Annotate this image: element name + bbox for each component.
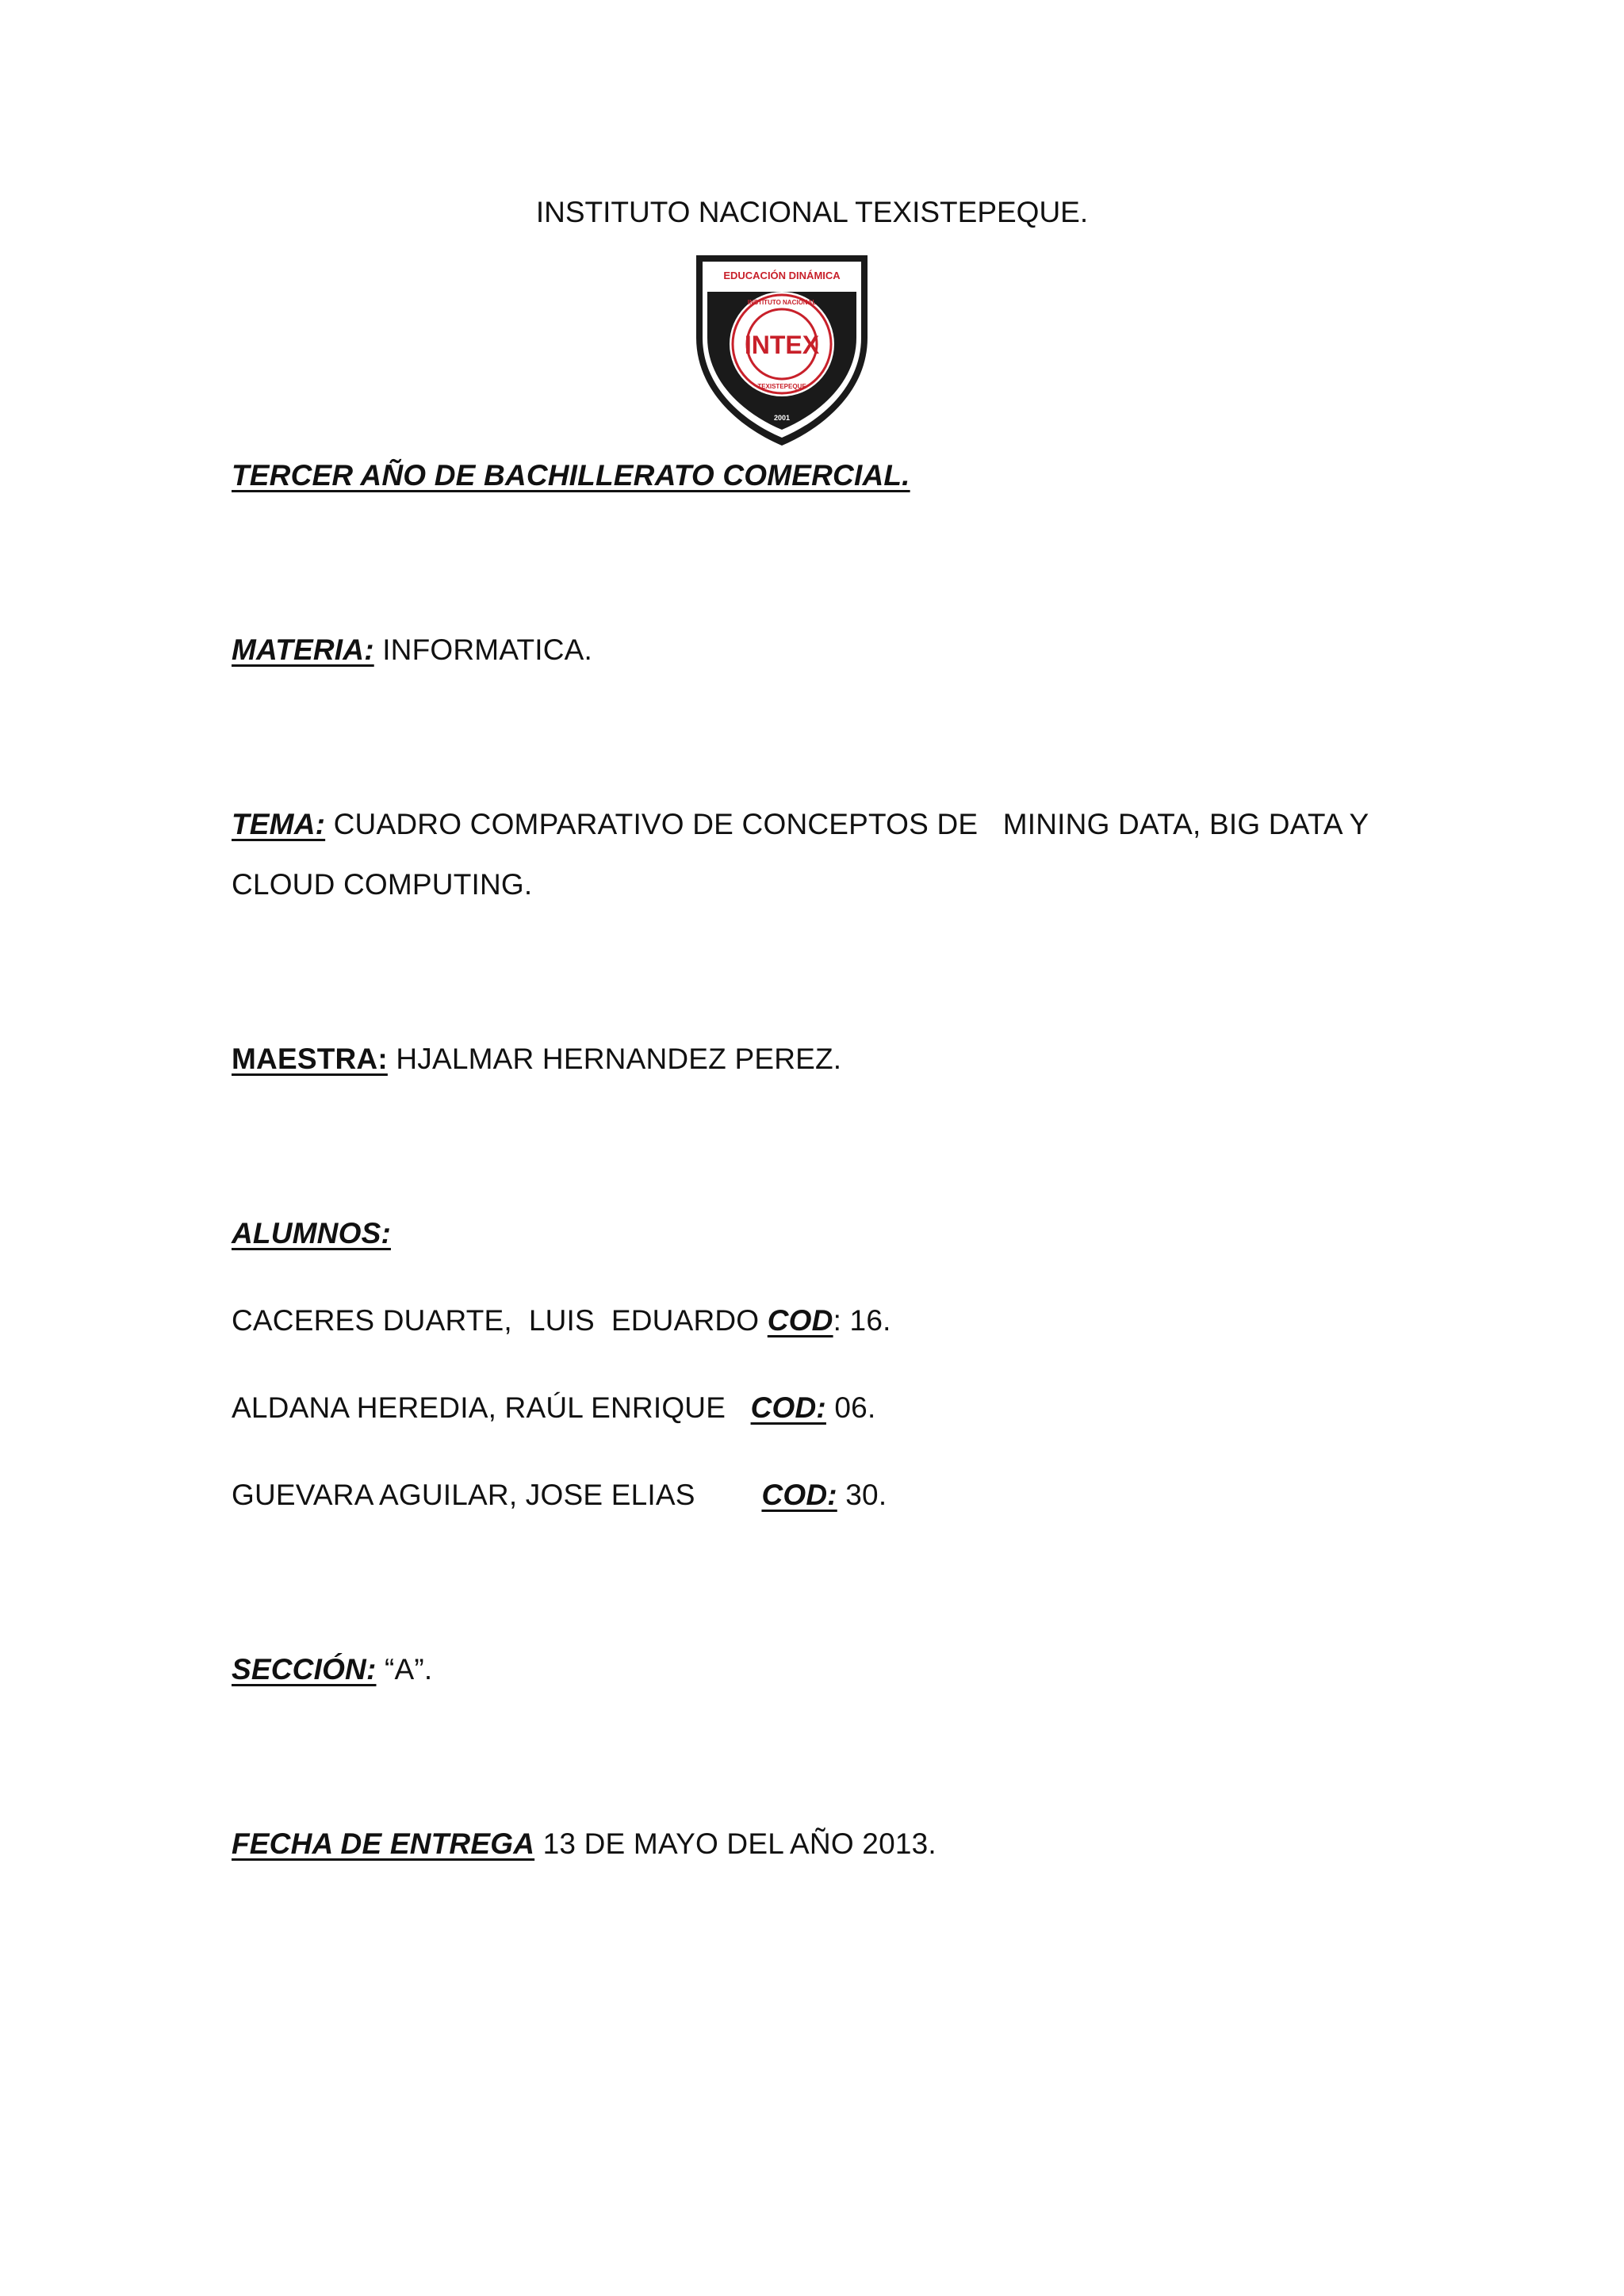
student-name: CACERES DUARTE, LUIS EDUARDO	[232, 1304, 768, 1337]
student-row	[232, 1391, 875, 1425]
student-name: GUEVARA AGUILAR, JOSE ELIAS	[232, 1479, 762, 1511]
institution-title: INSTITUTO NACIONAL TEXISTEPEQUE.	[535, 196, 1089, 228]
seccion-label: SECCIÓN:	[232, 1653, 377, 1686]
seccion-line	[232, 1652, 432, 1687]
tema-line-1	[232, 807, 1369, 842]
tema-value-1: CUADRO COMPARATIVO DE CONCEPTOS DE MINING DATA, BIG DATA Y	[325, 808, 1369, 840]
student-row	[232, 1303, 891, 1338]
materia-value: INFORMATICA.	[373, 633, 593, 666]
maestra-label: MAESTRA:	[232, 1043, 388, 1075]
cod-value: 30.	[837, 1479, 887, 1511]
cod-label: COD	[767, 1304, 833, 1337]
svg-text:INTEX: INTEX	[744, 331, 820, 359]
materia-line	[232, 633, 592, 668]
fecha-line	[232, 1827, 936, 1862]
fecha-value: 13 DE MAYO DEL AÑO 2013.	[534, 1827, 936, 1860]
tema-line-2: CLOUD COMPUTING.	[232, 868, 533, 901]
maestra-line	[232, 1042, 841, 1077]
cod-label: COD:	[750, 1391, 826, 1424]
materia-label: MATERIA:	[232, 633, 374, 666]
intex-crest-logo	[691, 251, 872, 449]
cod-value: 06.	[825, 1391, 876, 1424]
maestra-value: HJALMAR HERNANDEZ PEREZ.	[387, 1043, 842, 1075]
svg-text:INSTITUTO NACIONAL: INSTITUTO NACIONAL	[747, 299, 817, 306]
svg-text:2001: 2001	[773, 414, 791, 422]
student-row	[232, 1478, 887, 1513]
cod-label: COD:	[761, 1479, 837, 1511]
alumnos-label: ALUMNOS:	[232, 1217, 391, 1249]
svg-text:TEXISTEPEQUE: TEXISTEPEQUE	[757, 383, 806, 390]
svg-text:EDUCACIÓN DINÁMICA: EDUCACIÓN DINÁMICA	[723, 270, 841, 281]
seccion-value: “A”.	[376, 1653, 433, 1686]
grade-heading: TERCER AÑO DE BACHILLERATO COMERCIAL.	[232, 459, 910, 492]
cod-value: : 16.	[833, 1304, 891, 1337]
tema-label: TEMA:	[232, 808, 326, 840]
fecha-label: FECHA DE ENTREGA	[232, 1827, 535, 1860]
student-name: ALDANA HEREDIA, RAÚL ENRIQUE	[232, 1391, 751, 1424]
